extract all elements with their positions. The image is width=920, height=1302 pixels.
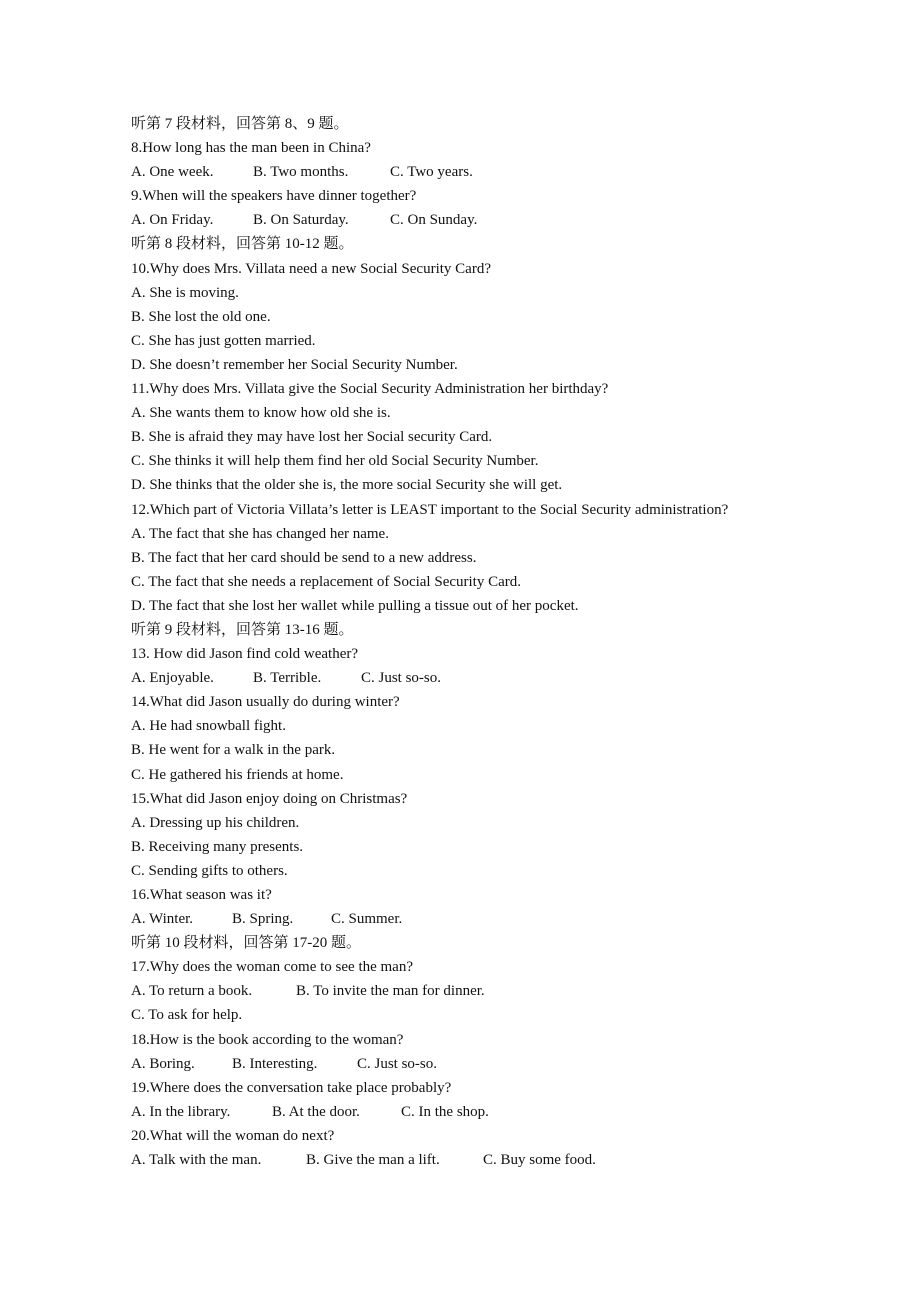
option-b: B. She is afraid they may have lost her Social security Card.: [131, 429, 493, 446]
question-stem: 16.What season was it?: [131, 887, 272, 903]
option-row: [131, 907, 891, 931]
option-b: B. Give the man a lift.: [306, 1152, 440, 1169]
option-c: C. The fact that she needs a replacement of Social Security Card.: [131, 573, 521, 590]
option-b: B. Spring.: [232, 911, 294, 928]
question-stem: 15.What did Jason enjoy doing on Christmas?: [131, 790, 408, 807]
option-a: A. Dressing up his children.: [131, 814, 300, 831]
option-c: C. In the shop.: [401, 1103, 489, 1120]
option-c: C. Sending gifts to others.: [131, 862, 288, 879]
option-row: [131, 666, 891, 690]
exam-page: [131, 112, 891, 1172]
option-c: C. Two years.: [390, 164, 473, 181]
option-c: C. Buy some food.: [483, 1152, 596, 1169]
option-c: C. Just so-so.: [357, 1055, 438, 1072]
option-a: A. To return a book.: [131, 983, 253, 1000]
question-stem: 13. How did Jason find cold weather?: [131, 646, 359, 663]
option-c: C. She thinks it will help them find her old Social Security Number.: [131, 453, 539, 470]
option-b: B. To invite the man for dinner.: [296, 983, 485, 1000]
option-d: D. She thinks that the older she is, the more social Security she will get.: [131, 477, 563, 494]
option-c: C. On Sunday.: [390, 212, 478, 229]
option-row: [131, 1100, 891, 1124]
question-stem: 11.Why does Mrs. Villata give the Social Security Administration her birthday?: [131, 381, 609, 398]
option-a: A. She is moving.: [131, 284, 239, 301]
option-d: D. She doesn’t remember her Social Security Number.: [131, 356, 458, 373]
question-stem: 18.How is the book according to the woman?: [131, 1031, 404, 1048]
option-b: B. At the door.: [272, 1103, 360, 1120]
question-stem: 8.How long has the man been in China?: [131, 140, 371, 157]
question-stem: 17.Why does the woman come to see the man?: [131, 959, 413, 976]
option-b: B. Receiving many presents.: [131, 838, 304, 855]
question-stem: 10.Why does Mrs. Villata need a new Social Security Card?: [131, 260, 491, 277]
option-a: A. In the library.: [131, 1103, 231, 1120]
option-row: [131, 160, 891, 184]
section-heading: 听第 7 段材料，回答第 8、9 题。: [131, 116, 349, 132]
option-b: B. Two months.: [253, 164, 349, 181]
option-d: D. The fact that she lost her wallet while pulling a tissue out of her pocket.: [131, 597, 579, 614]
option-c: C. To ask for help.: [131, 1007, 243, 1024]
question-stem: 9.When will the speakers have dinner together?: [131, 188, 417, 205]
option-row: [131, 1148, 891, 1172]
option-c: C. She has just gotten married.: [131, 332, 316, 349]
section-heading: 听第 9 段材料，回答第 13-16 题。: [131, 621, 354, 638]
option-b: B. Terrible.: [253, 670, 322, 687]
option-a: A. Winter.: [131, 911, 194, 928]
question-stem: 12.Which part of Victoria Villata’s letter is LEAST important to the Social Security administration?: [131, 501, 729, 518]
option-a: A. She wants them to know how old she is.: [131, 405, 391, 422]
option-row: [131, 1052, 891, 1076]
option-row: [131, 979, 891, 1003]
option-a: A. On Friday.: [131, 212, 214, 229]
option-a: A. Enjoyable.: [131, 670, 214, 687]
option-b: B. The fact that her card should be send to a new address.: [131, 549, 477, 566]
question-stem: 20.What will the woman do next?: [131, 1127, 335, 1144]
option-row: [131, 208, 891, 232]
option-c: C. Summer.: [331, 911, 403, 928]
option-b: B. Interesting.: [232, 1055, 318, 1072]
option-a: A. The fact that she has changed her name.: [131, 525, 389, 542]
option-b: B. She lost the old one.: [131, 308, 271, 325]
option-b: B. He went for a walk in the park.: [131, 742, 336, 759]
question-stem: 14.What did Jason usually do during winter?: [131, 694, 400, 711]
option-a: A. One week.: [131, 164, 214, 181]
option-a: A. Talk with the man.: [131, 1152, 262, 1169]
section-heading: 听第 8 段材料，回答第 10-12 题。: [131, 236, 354, 253]
section-heading: 听第 10 段材料，回答第 17-20 题。: [131, 935, 361, 952]
option-a: A. He had snowball fight.: [131, 718, 286, 735]
question-stem: 19.Where does the conversation take place probably?: [131, 1079, 452, 1096]
option-c: C. Just so-so.: [361, 670, 442, 687]
option-b: B. On Saturday.: [253, 212, 349, 229]
option-c: C. He gathered his friends at home.: [131, 766, 344, 783]
option-a: A. Boring.: [131, 1055, 195, 1072]
